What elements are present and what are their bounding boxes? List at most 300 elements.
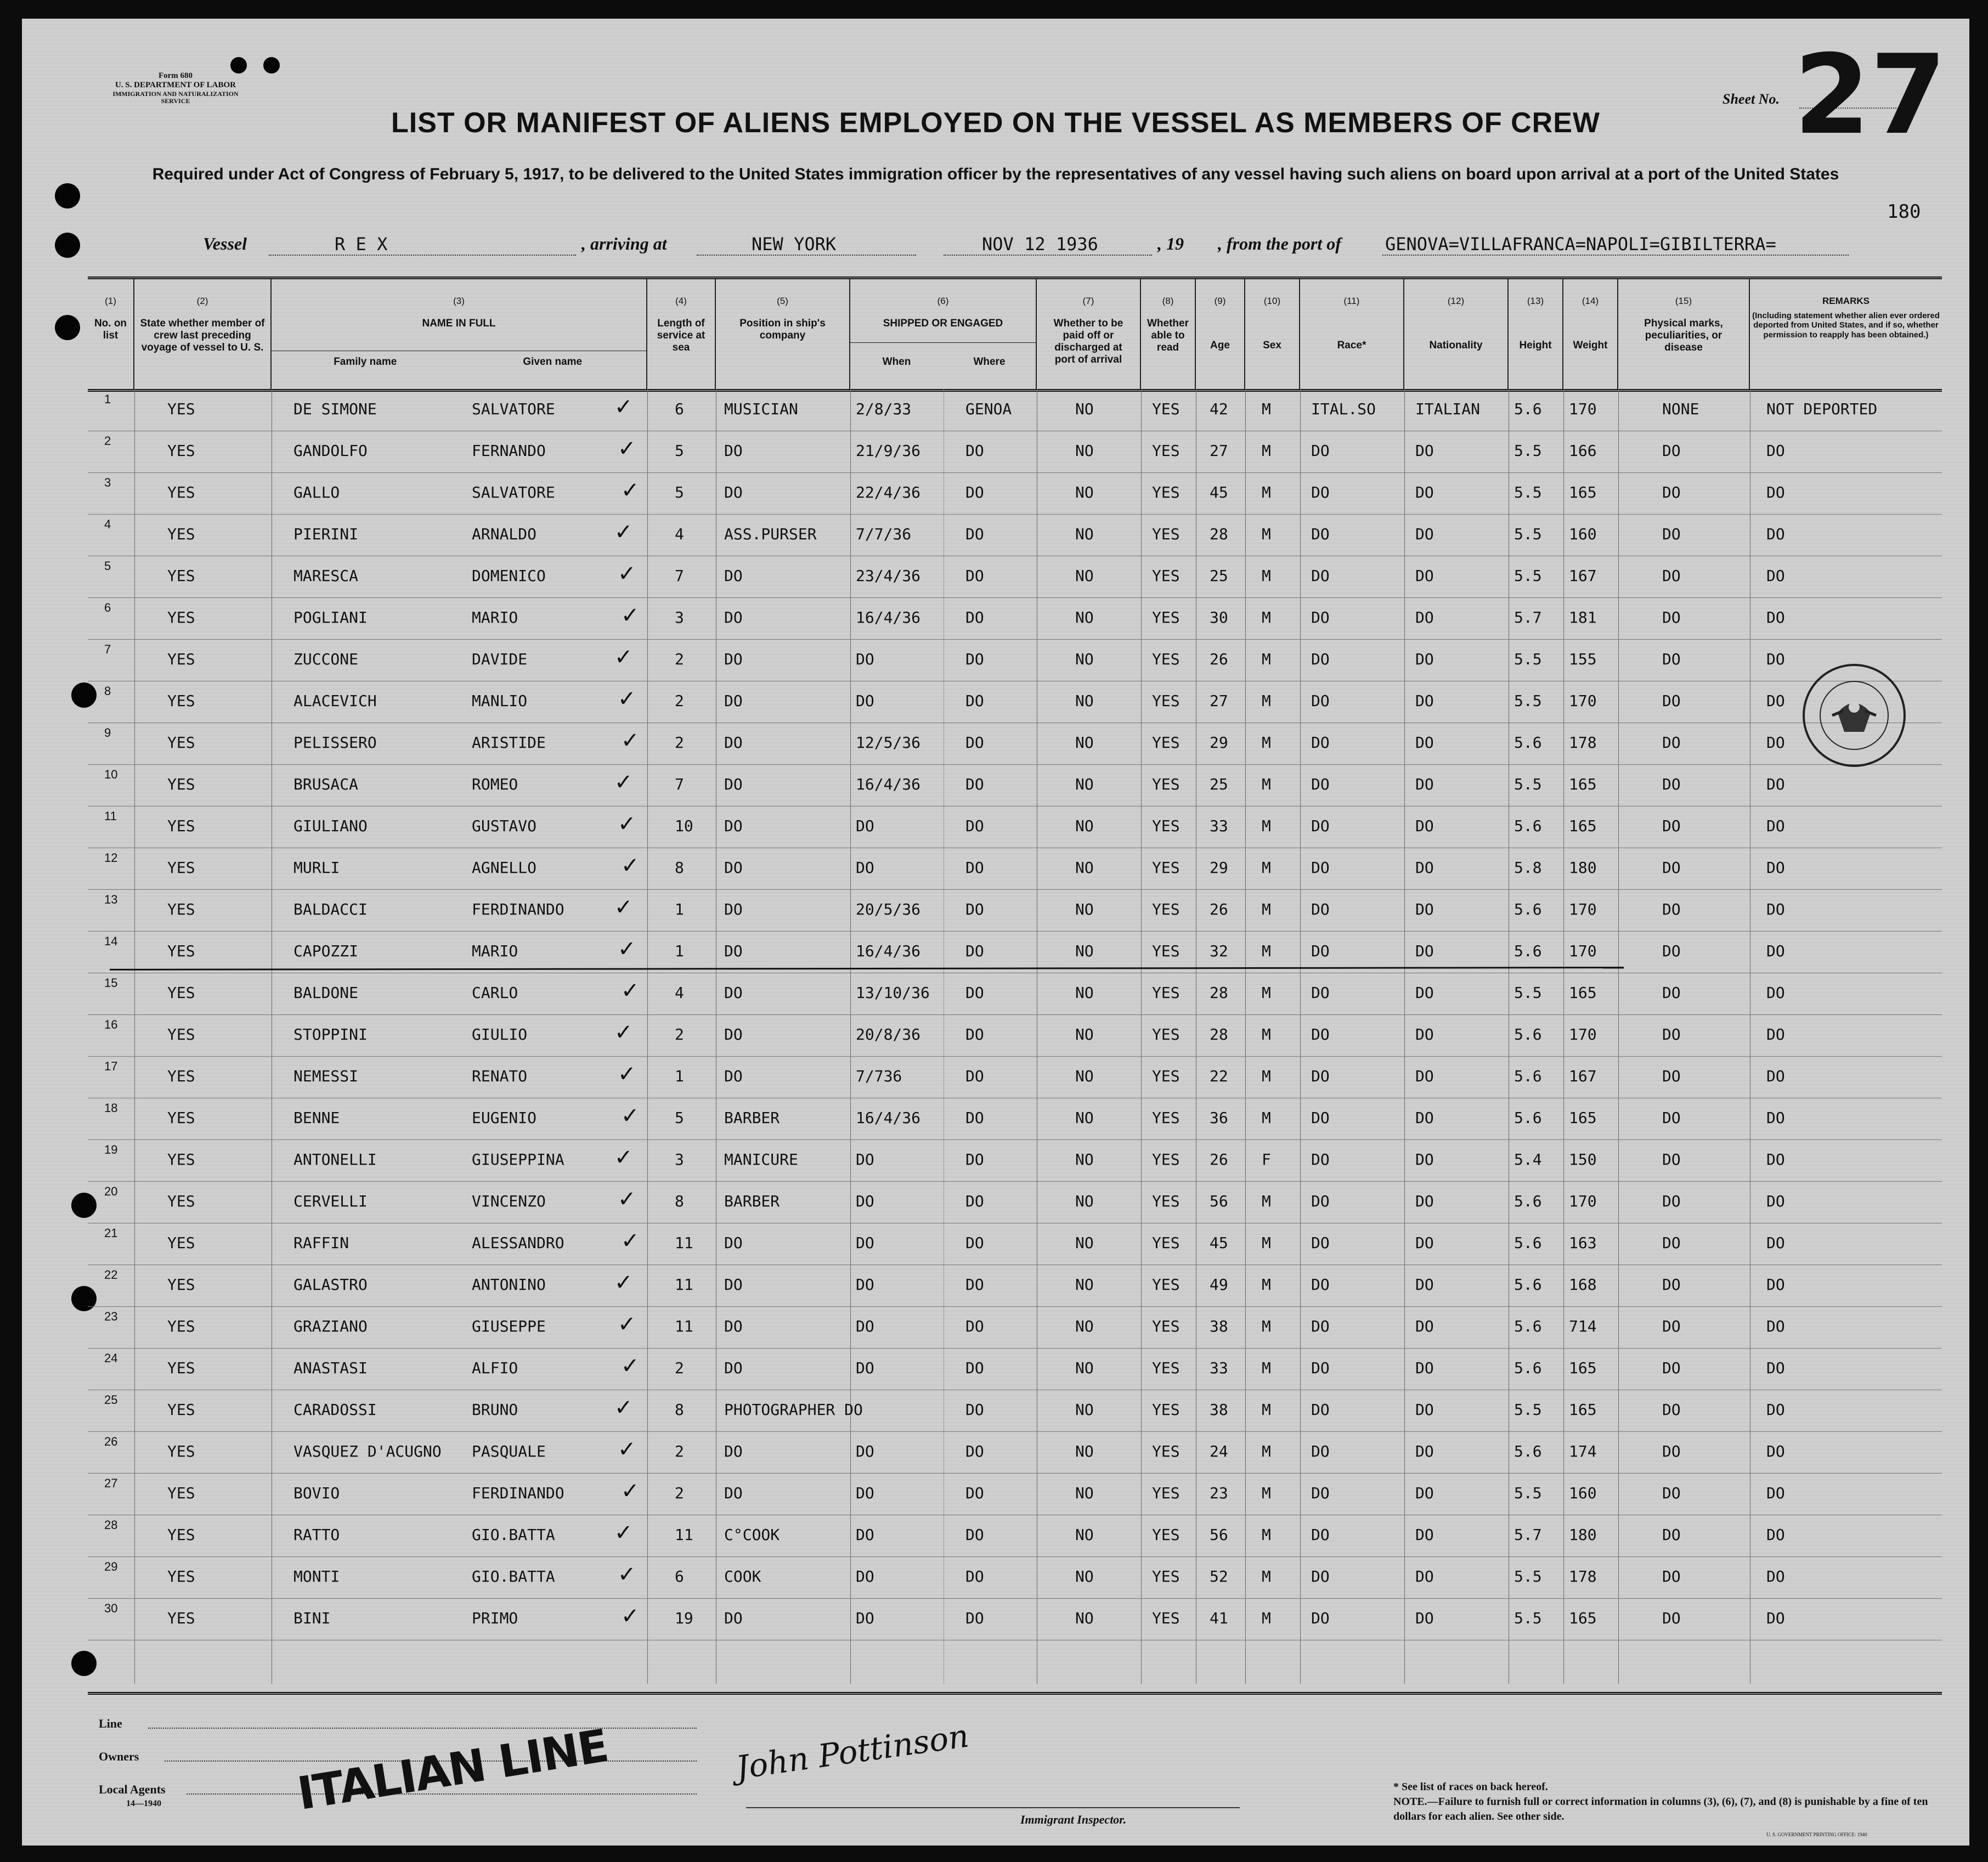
- cell-position: DO: [724, 1359, 743, 1377]
- row-number: 18: [104, 1101, 118, 1115]
- cell-weight: 167: [1569, 567, 1597, 585]
- table-row: [88, 681, 1942, 723]
- cell-race: DO: [1311, 900, 1330, 918]
- table-row: [88, 1265, 1942, 1307]
- check-mark-icon: ✓: [614, 1395, 633, 1420]
- cell-position: DO: [724, 900, 743, 918]
- cell-height: 5.7: [1514, 1526, 1542, 1544]
- cell-sex: M: [1262, 442, 1271, 460]
- cell-when: DO: [856, 859, 874, 877]
- cell-given: GIULIO: [472, 1025, 528, 1043]
- cell-sex: M: [1262, 1401, 1271, 1419]
- cell-paid: NO: [1075, 733, 1094, 752]
- cell-position: DO: [724, 1484, 743, 1502]
- cell-given: MARIO: [472, 608, 518, 627]
- cell-paid: NO: [1075, 817, 1094, 835]
- cell-service: 8: [675, 1192, 684, 1210]
- cell-remarks: DO: [1766, 817, 1785, 835]
- cell-read: YES: [1152, 775, 1180, 793]
- col-nationality: (12) Nationality: [1404, 279, 1509, 389]
- cell-given: ARISTIDE: [472, 733, 546, 752]
- cell-sex: M: [1262, 483, 1271, 501]
- cell-given: ROMEO: [472, 775, 518, 793]
- cell-family: BALDACCI: [293, 900, 368, 918]
- cell-age: 26: [1210, 900, 1228, 918]
- cell-height: 5.5: [1514, 1567, 1542, 1585]
- cell-race: DO: [1311, 1276, 1330, 1294]
- cell-family: BALDONE: [293, 984, 359, 1002]
- cell-family: MONTI: [293, 1567, 340, 1585]
- inspector-signature: John Pottinson: [733, 1717, 972, 1787]
- cell-service: 7: [675, 775, 684, 793]
- cell-sex: M: [1262, 859, 1271, 877]
- punch-hole: [55, 315, 80, 340]
- cell-read: YES: [1152, 1526, 1180, 1544]
- cell-where: DO: [965, 650, 984, 668]
- cell-yes: YES: [167, 1484, 195, 1502]
- service-name: IMMIGRATION AND NATURALIZATION SERVICE: [112, 89, 239, 105]
- cell-race: DO: [1311, 692, 1330, 710]
- cell-service: 5: [675, 483, 684, 501]
- cell-height: 5.5: [1514, 442, 1542, 460]
- table-row: [88, 1139, 1942, 1182]
- cell-paid: NO: [1075, 650, 1094, 668]
- cell-paid: NO: [1075, 1484, 1094, 1502]
- cell-paid: NO: [1075, 900, 1094, 918]
- col-marks: (15) Physical marks, peculiarities, or disease: [1618, 279, 1750, 389]
- check-mark-icon: ✓: [621, 1604, 640, 1629]
- cell-race: DO: [1311, 483, 1330, 501]
- cell-race: DO: [1311, 1109, 1330, 1127]
- cell-remarks: DO: [1766, 1192, 1785, 1210]
- cell-nat: DO: [1415, 1192, 1434, 1210]
- cell-race: DO: [1311, 1192, 1330, 1210]
- cell-family: RATTO: [293, 1526, 340, 1544]
- cell-service: 4: [675, 525, 684, 543]
- cell-sex: M: [1262, 1276, 1271, 1294]
- cell-weight: 160: [1569, 525, 1597, 543]
- cell-sex: M: [1262, 1234, 1271, 1252]
- cell-height: 5.6: [1514, 1317, 1542, 1335]
- cell-weight: 170: [1569, 1192, 1597, 1210]
- cell-height: 5.5: [1514, 483, 1542, 501]
- check-mark-icon: ✓: [618, 1562, 636, 1587]
- cell-race: DO: [1311, 1025, 1330, 1043]
- form-number: Form 680: [158, 71, 193, 80]
- cell-service: 11: [675, 1317, 693, 1335]
- cell-remarks: DO: [1766, 775, 1785, 793]
- cell-paid: NO: [1075, 859, 1094, 877]
- check-mark-icon: ✓: [618, 436, 636, 461]
- cell-yes: YES: [167, 567, 195, 585]
- cell-where: DO: [965, 1150, 984, 1169]
- table-row: [88, 556, 1942, 598]
- cell-sex: M: [1262, 400, 1271, 418]
- cell-where: DO: [965, 817, 984, 835]
- cell-weight: 178: [1569, 1567, 1597, 1585]
- cell-read: YES: [1152, 1276, 1180, 1294]
- cell-position: DO: [724, 608, 743, 627]
- vessel-line: [203, 234, 1849, 261]
- cell-nat: DO: [1415, 650, 1434, 668]
- agents-label: Local Agents: [99, 1782, 166, 1796]
- cell-when: 23/4/36: [856, 567, 921, 585]
- cell-age: 33: [1210, 817, 1228, 835]
- cell-marks: DO: [1662, 984, 1681, 1002]
- cell-age: 25: [1210, 567, 1228, 585]
- manifest-sheet: [22, 19, 1969, 1846]
- cell-weight: 163: [1569, 1234, 1597, 1252]
- cell-family: ALACEVICH: [293, 692, 377, 710]
- gpo-imprint: U. S. GOVERNMENT PRINTING OFFICE: 1940: [1766, 1832, 1867, 1837]
- cell-service: 2: [675, 1484, 684, 1502]
- cell-remarks: DO: [1766, 567, 1785, 585]
- cell-service: 11: [675, 1526, 693, 1544]
- cell-family: CAPOZZI: [293, 942, 359, 960]
- cell-given: ALFIO: [472, 1359, 518, 1377]
- cell-position: DO: [724, 442, 743, 460]
- cell-height: 5.6: [1514, 900, 1542, 918]
- cell-yes: YES: [167, 733, 195, 752]
- cell-paid: NO: [1075, 1359, 1094, 1377]
- cell-race: DO: [1311, 650, 1330, 668]
- cell-family: POGLIANI: [293, 608, 368, 627]
- cell-nat: DO: [1415, 1150, 1434, 1169]
- row-number: 21: [104, 1226, 118, 1240]
- cell-height: 5.5: [1514, 692, 1542, 710]
- cell-age: 28: [1210, 525, 1228, 543]
- cell-nat: DO: [1415, 942, 1434, 960]
- cell-given: MARIO: [472, 942, 518, 960]
- cell-where: DO: [965, 900, 984, 918]
- cell-service: 8: [675, 1401, 684, 1419]
- cell-race: DO: [1311, 1359, 1330, 1377]
- row-number: 9: [104, 726, 111, 740]
- cell-height: 5.6: [1514, 1234, 1542, 1252]
- cell-age: 27: [1210, 442, 1228, 460]
- col-service: (4) Length of service at sea: [647, 279, 716, 389]
- cell-sex: M: [1262, 1359, 1271, 1377]
- table-row: [88, 1014, 1942, 1057]
- cell-where: DO: [965, 1484, 984, 1502]
- cell-family: MARESCA: [293, 567, 359, 585]
- cell-paid: NO: [1075, 1401, 1094, 1419]
- cell-position: DO: [724, 650, 743, 668]
- cell-when: 7/736: [856, 1067, 902, 1085]
- cell-marks: DO: [1662, 1567, 1681, 1585]
- cell-family: BRUSACA: [293, 775, 359, 793]
- cell-height: 5.7: [1514, 608, 1542, 627]
- cell-sex: M: [1262, 608, 1271, 627]
- row-number: 19: [104, 1143, 118, 1156]
- check-mark-icon: ✓: [618, 1312, 636, 1337]
- cell-where: DO: [965, 942, 984, 960]
- inspector-label: Immigrant Inspector.: [1020, 1813, 1127, 1826]
- cell-remarks: DO: [1766, 984, 1785, 1002]
- cell-family: GRAZIANO: [293, 1317, 368, 1335]
- cell-marks: DO: [1662, 775, 1681, 793]
- cell-sex: F: [1262, 1150, 1271, 1169]
- check-mark-icon: ✓: [621, 1479, 640, 1504]
- sheet-number: 27: [1794, 31, 1947, 159]
- cell-height: 5.6: [1514, 1276, 1542, 1294]
- row-number: 17: [104, 1059, 118, 1073]
- cell-marks: DO: [1662, 1442, 1681, 1460]
- cell-paid: NO: [1075, 692, 1094, 710]
- cell-read: YES: [1152, 984, 1180, 1002]
- cell-nat: DO: [1415, 608, 1434, 627]
- cell-family: ANASTASI: [293, 1359, 368, 1377]
- cell-remarks: DO: [1766, 1359, 1785, 1377]
- check-mark-icon: ✓: [614, 1145, 633, 1170]
- cell-weight: 165: [1569, 1359, 1597, 1377]
- row-number: 29: [104, 1560, 118, 1573]
- cell-sex: M: [1262, 1567, 1271, 1585]
- cell-given: GIUSEPPE: [472, 1317, 546, 1335]
- cell-height: 5.5: [1514, 1484, 1542, 1502]
- col-sex: (10) Sex: [1245, 279, 1300, 389]
- table-row: [88, 514, 1942, 556]
- cell-where: DO: [965, 692, 984, 710]
- cell-family: STOPPINI: [293, 1025, 368, 1043]
- cell-race: DO: [1311, 1442, 1330, 1460]
- cell-race: DO: [1311, 733, 1330, 752]
- cell-position: DO: [724, 1067, 743, 1085]
- row-number: 20: [104, 1184, 118, 1198]
- cell-when: DO: [856, 1484, 874, 1502]
- table-row: [88, 1473, 1942, 1515]
- cell-yes: YES: [167, 984, 195, 1002]
- cell-given: ARNALDO: [472, 525, 537, 543]
- cell-read: YES: [1152, 1567, 1180, 1585]
- cell-height: 5.5: [1514, 984, 1542, 1002]
- cell-given: ANTONINO: [472, 1276, 546, 1294]
- cell-age: 42: [1210, 400, 1228, 418]
- cell-paid: NO: [1075, 1567, 1094, 1585]
- arrival-port: NEW YORK: [752, 234, 837, 255]
- cell-sex: M: [1262, 1484, 1271, 1502]
- form-identifier: [104, 71, 247, 105]
- cell-marks: DO: [1662, 1276, 1681, 1294]
- cell-paid: NO: [1075, 608, 1094, 627]
- table-row: [88, 1515, 1942, 1557]
- cell-age: 25: [1210, 775, 1228, 793]
- cell-service: 1: [675, 900, 684, 918]
- cell-marks: DO: [1662, 1401, 1681, 1419]
- cell-when: 7/7/36: [856, 525, 912, 543]
- footer: [88, 1692, 1942, 1848]
- italian-line-stamp: ITALIAN LINE: [294, 1719, 612, 1821]
- cell-read: YES: [1152, 1150, 1180, 1169]
- from-label: , from the port of: [1218, 234, 1341, 253]
- cell-given: SALVATORE: [472, 483, 555, 501]
- cell-yes: YES: [167, 1317, 195, 1335]
- col-age: (9) Age: [1196, 279, 1245, 389]
- cell-height: 5.6: [1514, 1025, 1542, 1043]
- table-row: [88, 1223, 1942, 1265]
- cell-when: 2/8/33: [856, 400, 912, 418]
- cell-weight: 165: [1569, 1609, 1597, 1627]
- cell-read: YES: [1152, 1359, 1180, 1377]
- cell-when: 13/10/36: [856, 984, 930, 1002]
- check-mark-icon: ✓: [618, 1437, 636, 1462]
- cell-family: VASQUEZ D'ACUGNO: [293, 1442, 442, 1460]
- cell-nat: DO: [1415, 1067, 1434, 1085]
- cell-weight: 155: [1569, 650, 1597, 668]
- cell-service: 4: [675, 984, 684, 1002]
- cell-remarks: DO: [1766, 692, 1785, 710]
- cell-paid: NO: [1075, 942, 1094, 960]
- cell-weight: 166: [1569, 442, 1597, 460]
- cell-yes: YES: [167, 1150, 195, 1169]
- row-number: 14: [104, 934, 118, 948]
- check-mark-icon: ✓: [614, 394, 633, 420]
- row-number: 8: [104, 684, 111, 698]
- cell-remarks: DO: [1766, 1276, 1785, 1294]
- cell-read: YES: [1152, 1317, 1180, 1335]
- cell-family: PIERINI: [293, 525, 359, 543]
- cell-height: 5.5: [1514, 650, 1542, 668]
- cell-given: VINCENZO: [472, 1192, 546, 1210]
- cell-service: 6: [675, 400, 684, 418]
- table-header: [88, 277, 1942, 392]
- cell-when: DO: [856, 1276, 874, 1294]
- cell-read: YES: [1152, 400, 1180, 418]
- cell-nat: DO: [1415, 1609, 1434, 1627]
- cell-remarks: DO: [1766, 942, 1785, 960]
- table-row: [88, 1598, 1942, 1640]
- cell-service: 8: [675, 859, 684, 877]
- cell-family: MURLI: [293, 859, 340, 877]
- cell-sex: M: [1262, 984, 1271, 1002]
- cell-position: DO: [724, 1025, 743, 1043]
- owners-label: Owners: [99, 1750, 139, 1763]
- cell-sex: M: [1262, 942, 1271, 960]
- cell-where: DO: [965, 733, 984, 752]
- page-subtitle: Required under Act of Congress of February 5, 1917, to be delivered to the United States immigration officer by the representatives of any vessel having such aliens on board upon arrival at a port of the United States: [152, 165, 1839, 183]
- col-race: (11) Race*: [1300, 279, 1404, 389]
- cell-race: DO: [1311, 1401, 1330, 1419]
- cell-nat: DO: [1415, 900, 1434, 918]
- cell-age: 56: [1210, 1192, 1228, 1210]
- department-name: U. S. DEPARTMENT OF LABOR: [115, 81, 236, 90]
- arrival-date: NOV 12 1936: [982, 234, 1098, 255]
- table-row: [88, 1098, 1942, 1140]
- cell-when: 20/5/36: [856, 900, 921, 918]
- cell-nat: DO: [1415, 1109, 1434, 1127]
- cell-when: 12/5/36: [856, 733, 921, 752]
- cell-sex: M: [1262, 775, 1271, 793]
- cell-height: 5.5: [1514, 1609, 1542, 1627]
- cell-nat: DO: [1415, 1526, 1434, 1544]
- check-mark-icon: ✓: [621, 853, 640, 878]
- cell-nat: DO: [1415, 525, 1434, 543]
- cell-sex: M: [1262, 817, 1271, 835]
- col-paid-off: (7) Whether to be paid off or discharged at port of arrival: [1037, 279, 1141, 389]
- check-mark-icon: ✓: [618, 686, 636, 712]
- cell-service: 1: [675, 942, 684, 960]
- cell-paid: NO: [1075, 1109, 1094, 1127]
- cell-weight: 178: [1569, 733, 1597, 752]
- cell-where: DO: [965, 1359, 984, 1377]
- cell-marks: DO: [1662, 608, 1681, 627]
- cell-paid: NO: [1075, 483, 1094, 501]
- cell-race: DO: [1311, 442, 1330, 460]
- cell-position: DO: [724, 775, 743, 793]
- cell-age: 52: [1210, 1567, 1228, 1585]
- cell-weight: 180: [1569, 1526, 1597, 1544]
- cell-remarks: DO: [1766, 1234, 1785, 1252]
- cell-service: 2: [675, 1359, 684, 1377]
- table-row: [88, 472, 1942, 515]
- cell-weight: 165: [1569, 483, 1597, 501]
- cell-age: 38: [1210, 1317, 1228, 1335]
- cell-race: DO: [1311, 775, 1330, 793]
- cell-yes: YES: [167, 400, 195, 418]
- cell-race: DO: [1311, 1317, 1330, 1335]
- cell-when: DO: [856, 650, 874, 668]
- cell-read: YES: [1152, 733, 1180, 752]
- cell-service: 11: [675, 1276, 693, 1294]
- cell-nat: DO: [1415, 817, 1434, 835]
- check-mark-icon: ✓: [614, 770, 633, 795]
- check-mark-icon: ✓: [621, 478, 640, 503]
- cell-yes: YES: [167, 1567, 195, 1585]
- punch-hole: [55, 183, 80, 208]
- cell-marks: DO: [1662, 1192, 1681, 1210]
- cell-nat: DO: [1415, 1276, 1434, 1294]
- check-mark-icon: ✓: [618, 561, 636, 586]
- cell-given: DAVIDE: [472, 650, 528, 668]
- cell-family: GANDOLFO: [293, 442, 368, 460]
- cell-yes: YES: [167, 1192, 195, 1210]
- cell-weight: 168: [1569, 1276, 1597, 1294]
- cell-yes: YES: [167, 483, 195, 501]
- col-name: (3) NAME IN FULL Family name Given name: [272, 279, 647, 389]
- cell-position: DO: [724, 1234, 743, 1252]
- cell-given: PRIMO: [472, 1609, 518, 1627]
- cell-where: DO: [965, 442, 984, 460]
- cell-height: 5.5: [1514, 1401, 1542, 1419]
- cell-family: GALLO: [293, 483, 340, 501]
- row-number: 2: [104, 434, 111, 448]
- cell-paid: NO: [1075, 1192, 1094, 1210]
- row-number: 22: [104, 1268, 118, 1282]
- cell-remarks: DO: [1766, 1526, 1785, 1544]
- cell-sex: M: [1262, 650, 1271, 668]
- cell-yes: YES: [167, 775, 195, 793]
- row-number: 13: [104, 893, 118, 906]
- cell-where: GENOA: [965, 400, 1012, 418]
- cell-marks: DO: [1662, 483, 1681, 501]
- cell-remarks: DO: [1766, 1317, 1785, 1335]
- cell-weight: 170: [1569, 692, 1597, 710]
- row-number: 30: [104, 1601, 118, 1615]
- fine-note: NOTE.—Failure to furnish full or correct information in columns (3), (6), (7), and (8) is punishable by a fine of ten dollars for each alien. See other side.: [1393, 1796, 1928, 1822]
- cell-marks: DO: [1662, 1025, 1681, 1043]
- cell-marks: DO: [1662, 525, 1681, 543]
- cell-position: DO: [724, 1276, 743, 1294]
- cell-given: ALESSANDRO: [472, 1234, 564, 1252]
- cell-height: 5.6: [1514, 1442, 1542, 1460]
- cell-yes: YES: [167, 942, 195, 960]
- cell-when: DO: [856, 1567, 874, 1585]
- row-number: 11: [104, 809, 117, 823]
- cell-nat: DO: [1415, 984, 1434, 1002]
- cell-given: CARLO: [472, 984, 518, 1002]
- cell-yes: YES: [167, 1025, 195, 1043]
- cell-marks: DO: [1662, 692, 1681, 710]
